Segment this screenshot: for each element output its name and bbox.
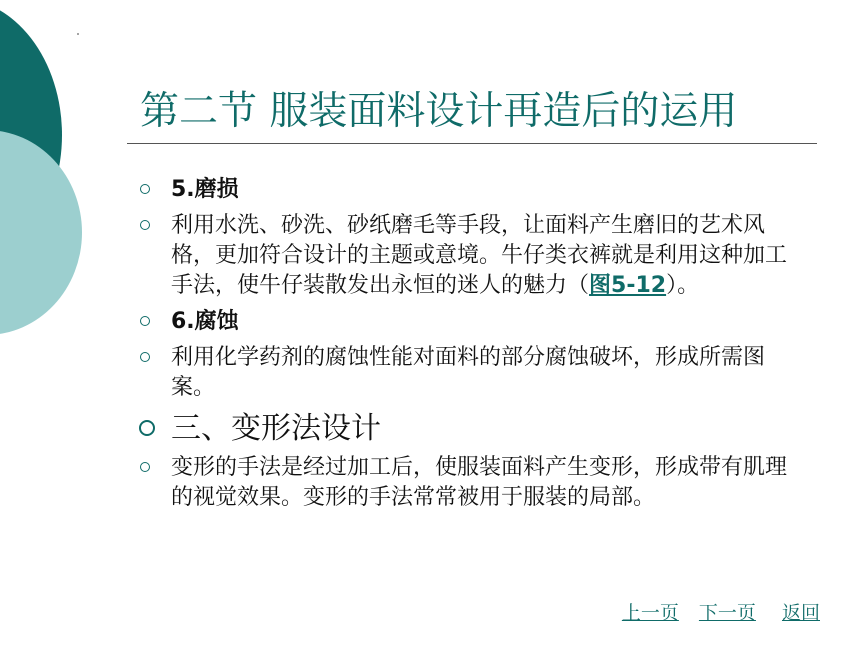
item-heading: 腐蚀: [194, 309, 239, 334]
decorative-circle-light: [0, 130, 82, 335]
slide-content: [140, 175, 805, 519]
figure-link[interactable]: 图5-12: [589, 273, 667, 298]
section-heading-text: 三、变形法设计: [171, 411, 381, 446]
item-text: 利用水洗、砂洗、砂纸磨毛等手段，让面料产生磨旧的艺术风格，更加符合设计的主题或意境。牛仔类衣裤就是利用这种加工手法，使牛仔装散发出永恒的迷人的魅力（: [171, 213, 788, 298]
decorative-dot: [77, 33, 79, 35]
item-text-end: ）。: [666, 273, 700, 298]
bullet-icon: [140, 316, 150, 326]
bullet-icon: [140, 220, 150, 230]
back-link[interactable]: 返回: [781, 602, 820, 624]
list-item-corrosion: [140, 307, 805, 337]
bullet-icon: [140, 462, 150, 472]
list-item-deformation-desc: [140, 453, 805, 513]
prev-page-link[interactable]: 上一页: [621, 602, 679, 624]
list-item-wear: [140, 175, 805, 205]
item-number: 5.: [171, 177, 195, 202]
bullet-icon: [140, 184, 150, 194]
item-heading: 磨损: [194, 177, 239, 202]
title-divider: [127, 143, 817, 144]
list-item-corrosion-desc: [140, 343, 805, 403]
section-heading-deformation: [140, 409, 805, 449]
bullet-icon: [140, 352, 150, 362]
next-page-link[interactable]: 下一页: [698, 602, 756, 624]
slide-navigation: [608, 598, 820, 625]
list-item-wear-desc: [140, 211, 805, 301]
item-number: 6.: [171, 309, 195, 334]
item-text: 变形的手法是经过加工后，使服装面料产生变形，形成带有肌理的视觉效果。变形的手法常常被用于服装的局部。: [171, 455, 788, 510]
bullet-icon: [139, 420, 155, 436]
item-text: 利用化学药剂的腐蚀性能对面料的部分腐蚀破坏，形成所需图案。: [171, 345, 766, 400]
slide-title: 第二节 服装面料设计再造后的运用: [140, 89, 738, 134]
